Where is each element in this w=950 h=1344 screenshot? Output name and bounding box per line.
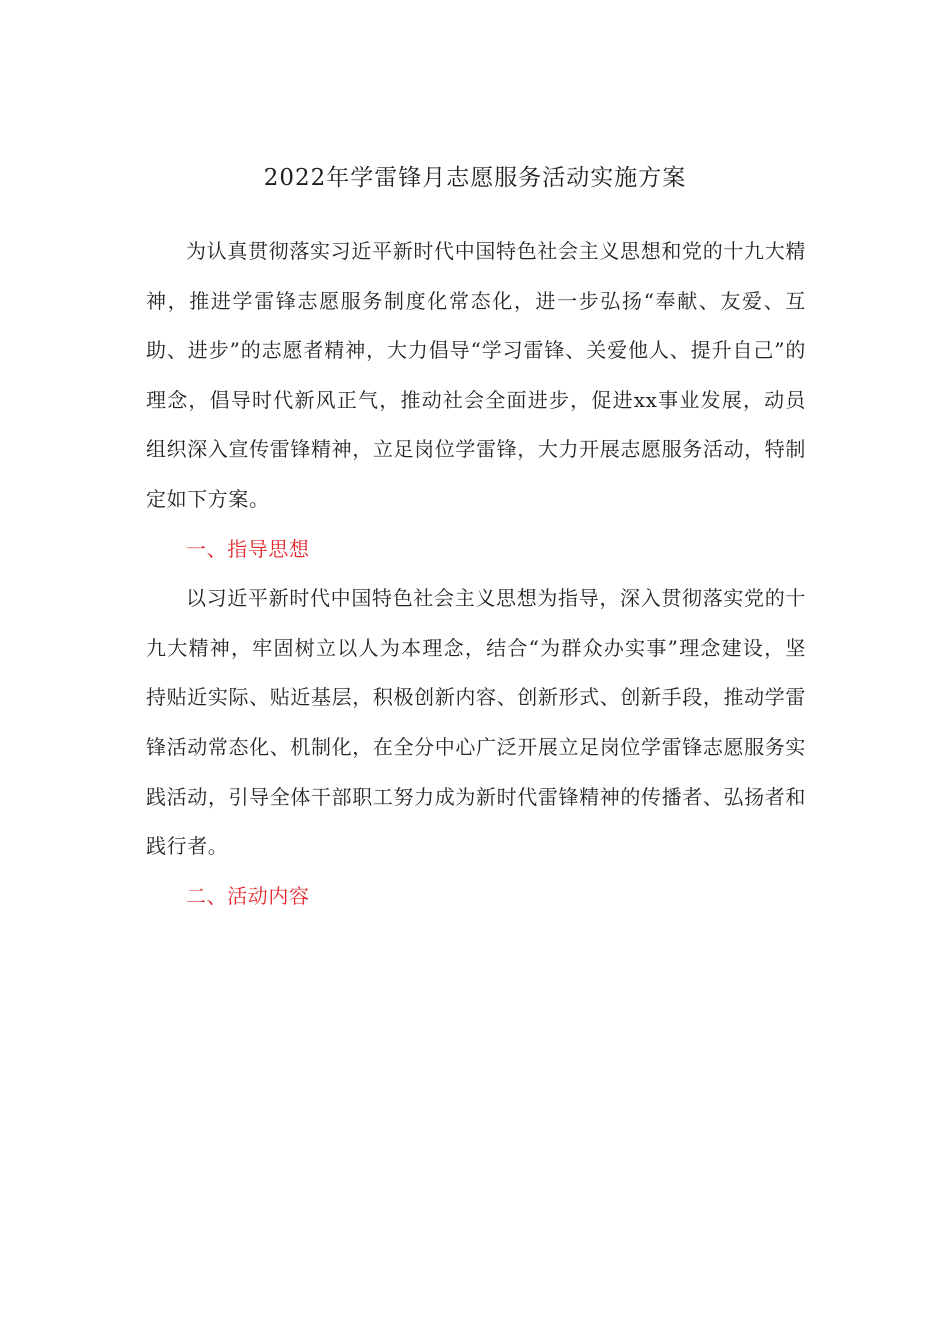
- section-heading-guiding-ideology: 一、指导思想: [186, 536, 310, 561]
- document-body: [146, 227, 806, 921]
- guiding-ideology-paragraph: 以习近平新时代中国特色社会主义思想为指导，深入贯彻落实党的十九大精神，牢固树立以人为本理念，结合“为群众办实事”理念建设，坚持贴近实际、贴近基层，积极创新内容、创新形式、创新手段，推动学雷锋活动常态化、机制化，在全分中心广泛开展立足岗位学雷锋志愿服务实践活动，引导全体干部职工努力成为新时代雷锋精神的传播者、弘扬者和践行者。: [146, 586, 806, 859]
- document-title: 2022年学雷锋月志愿服务活动实施方案: [263, 165, 687, 191]
- intro-paragraph: 为认真贯彻落实习近平新时代中国特色社会主义思想和党的十九大精神，推进学雷锋志愿服务制度化常态化，进一步弘扬“奉献、友爱、互助、进步”的志愿者精神，大力倡导“学习雷锋、关爱他人、提升自己”的理念，倡导时代新风正气，推动社会全面进步，促进xx事业发展，动员组织深入宣传雷锋精神，立足岗位学雷锋，大力开展志愿服务活动，特制定如下方案。: [146, 239, 806, 511]
- section-heading-activity-content: 二、活动内容: [186, 883, 310, 908]
